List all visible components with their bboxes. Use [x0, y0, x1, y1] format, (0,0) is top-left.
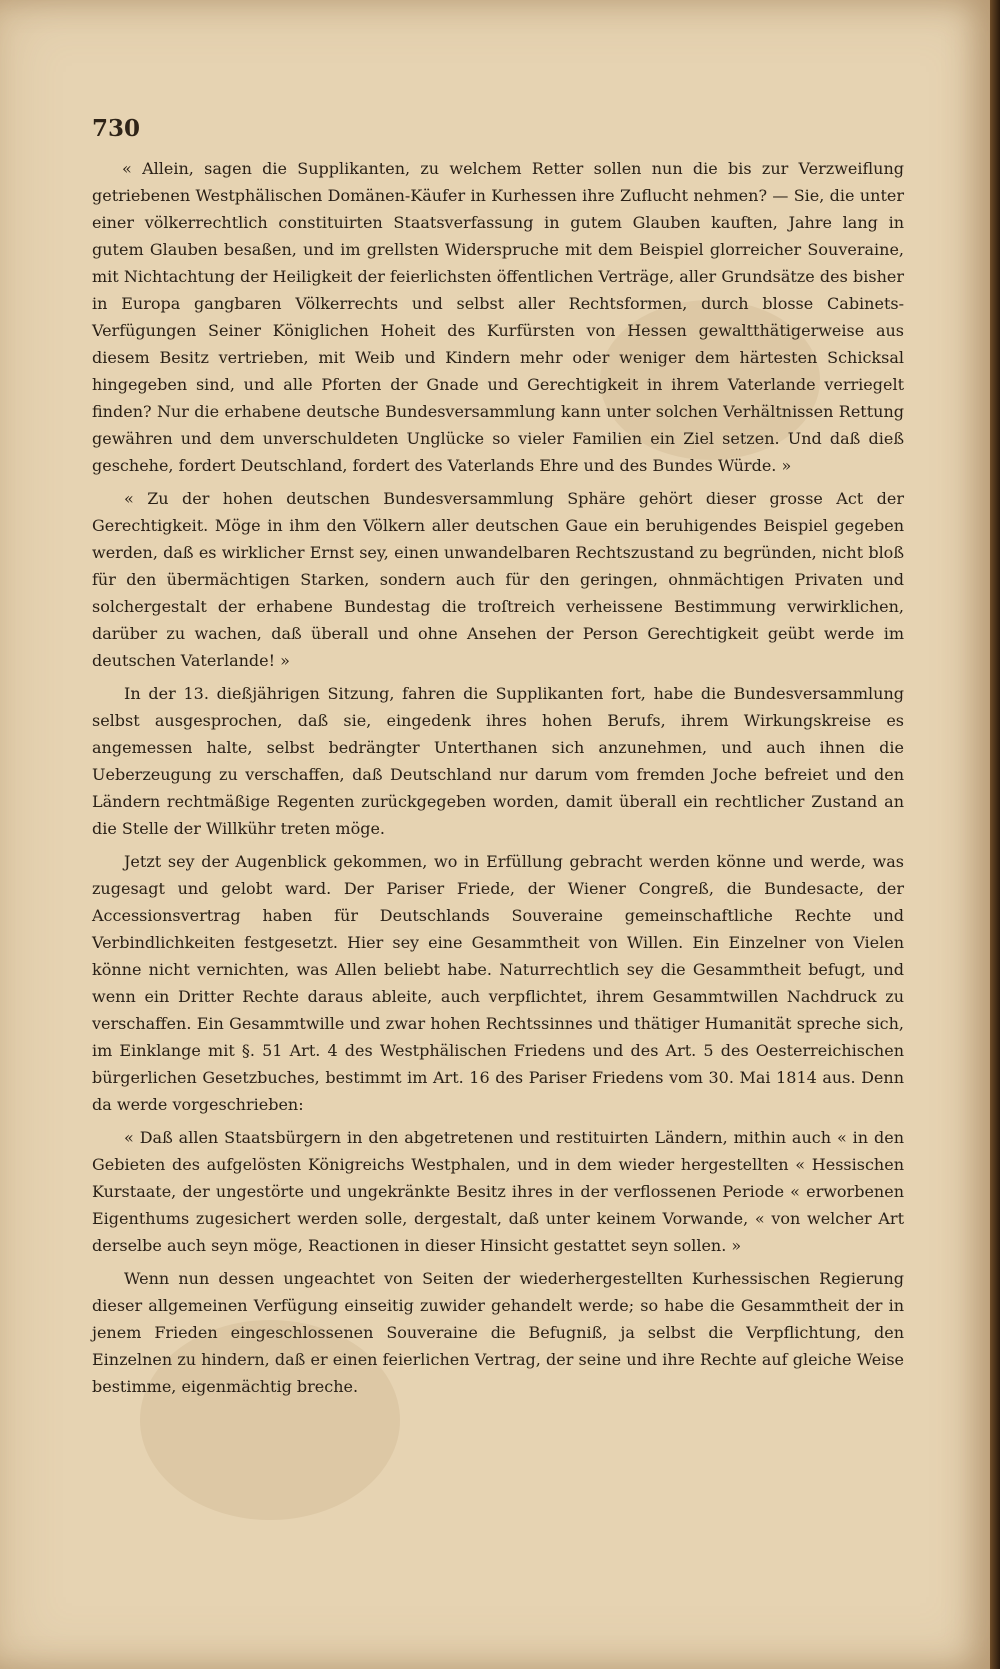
paragraph: Wenn nun dessen ungeachtet von Seiten der wiederhergestellten Kurhessischen Regierung dieser allgemeinen Verfügung einseitig zuwider gehandelt werde; so habe die Gesammtheit der in jenem Frieden eingeschlossenen Souveraine die Befugniß, ja selbst die Verpflichtung, den Einzelnen zu hindern, daß er einen feierlichen Vertrag, der seine und ihre Rechte auf gleiche Weise bestimme, eigenmächtig breche. — [92, 1269, 904, 1396]
paragraph: Jetzt sey der Augenblick gekommen, wo in Erfüllung gebracht werden könne und werde, was zugesagt und gelobt ward. Der Pariser Friede, der Wiener Congreß, die Bundesacte, der Accessionsvertrag haben für Deutschlands Souveraine gemeinschaftliche Rechte und Verbindlichkeiten festgesetzt. Hier sey eine Gesammtheit von Willen. Ein Einzelner von Vielen könne nicht vernichten, was Allen beliebt habe. Naturrechtlich sey die Gesammtheit befugt, und wenn ein Dritter Rechte daraus ableite, auch verpflichtet, ihrem Gesammtwillen Nachdruck zu verschaffen. Ein Gesammtwille und zwar hohen Rechtssinnes und thätiger Humanität spreche sich, im Einklange mit §. 51 Art. 4 des Westphälischen Friedens und des Art. 5 des Oesterreichischen bürgerlichen Gesetzbuches, bestimmt im Art. 16 des Pariser Friedens vom 30. Mai 1814 aus. Denn da werde vorgeschrieben: — [92, 852, 904, 1114]
paragraph: In der 13. dießjährigen Sitzung, fahren die Supplikanten fort, habe die Bundesversammlung selbst ausgesprochen, daß sie, eingedenk ihres hohen Berufs, ihrem Wirkungskreise es angemessen halte, selbst bedrängter Unterthanen sich anzunehmen, und auch ihnen die Ueberzeugung zu verschaffen, daß Deutschland nur darum vom fremden Joche befreiet und den Ländern rechtmäßige Regenten zurückgegeben worden, damit überall ein rechtlicher Zustand an die Stelle der Willkühr treten möge. — [92, 684, 904, 838]
quoted-paragraph: « Daß allen Staatsbürgern in den abgetretenen und restituirten Ländern, mithin auch « in den Gebieten des aufgelösten Königreichs Westphalen, und in dem wieder hergestellten « Hessischen Kurstaate, der ungestörte und ungekränkte Besitz ihres in der verflossenen Periode « erworbenen Eigenthums zugesichert werden solle, dergestalt, daß unter keinem Vorwande, « von welcher Art derselbe auch seyn möge, Reactionen in dieser Hinsicht gestattet seyn sollen. » — [92, 1128, 904, 1255]
paragraph: « Zu der hohen deutschen Bundesversammlung Sphäre gehört dieser grosse Act der Gerechtigkeit. Möge in ihm den Völkern aller deutschen Gaue ein beruhigendes Beispiel gegeben werden, daß es wirklicher Ernst sey, einen unwandelbaren Rechtszustand zu begründen, nicht bloß für den übermächtigen Starken, sondern auch für den geringen, ohnmächtigen Privaten und solchergestalt der erhabene Bundestag die troſtreich verheissene Bestimmung verwirklichen, darüber zu wachen, daß überall und ohne Ansehen der Person Gerechtigkeit geübt werde im deutschen Vaterlande! » — [92, 489, 904, 670]
page-edge — [990, 0, 1000, 1669]
body-text — [92, 155, 904, 1406]
paragraph: « Allein, sagen die Supplikanten, zu welchem Retter sollen nun die bis zur Verzweiflung getriebenen Westphälischen Domänen-Käufer in Kurhessen ihre Zuflucht nehmen? — Sie, die unter einer völkerrechtlich constituirten Staatsverfassung in gutem Glauben kauften, Jahre lang in gutem Glauben besaßen, und im grellsten Widerspruche mit dem Beispiel glorreicher Souveraine, mit Nichtachtung der Heiligkeit der feierlichsten öffentlichen Verträge, aller Grundsätze des bisher in Europa gangbaren Völkerrechts und selbst aller Rechtsformen, durch blosse Cabinets-Verfügungen Seiner Königlichen Hoheit des Kurfürsten von Hessen gewaltthätigerweise aus diesem Besitz vertrieben, mit Weib und Kindern mehr oder weniger dem härtesten Schicksal hingegeben sind, und alle Pforten der Gnade und Gerechtigkeit in ihrem Vaterlande verriegelt finden? Nur die erhabene deutsche Bundesversammlung kann unter solchen Verhältnissen Rettung gewähren und dem unverschuldeten Unglücke so vieler Familien ein Ziel setzen. Und daß dieß geschehe, fordert Deutschland, fordert des Vaterlands Ehre und des Bundes Würde. » — [92, 159, 904, 475]
page-number: 730 — [92, 115, 141, 142]
